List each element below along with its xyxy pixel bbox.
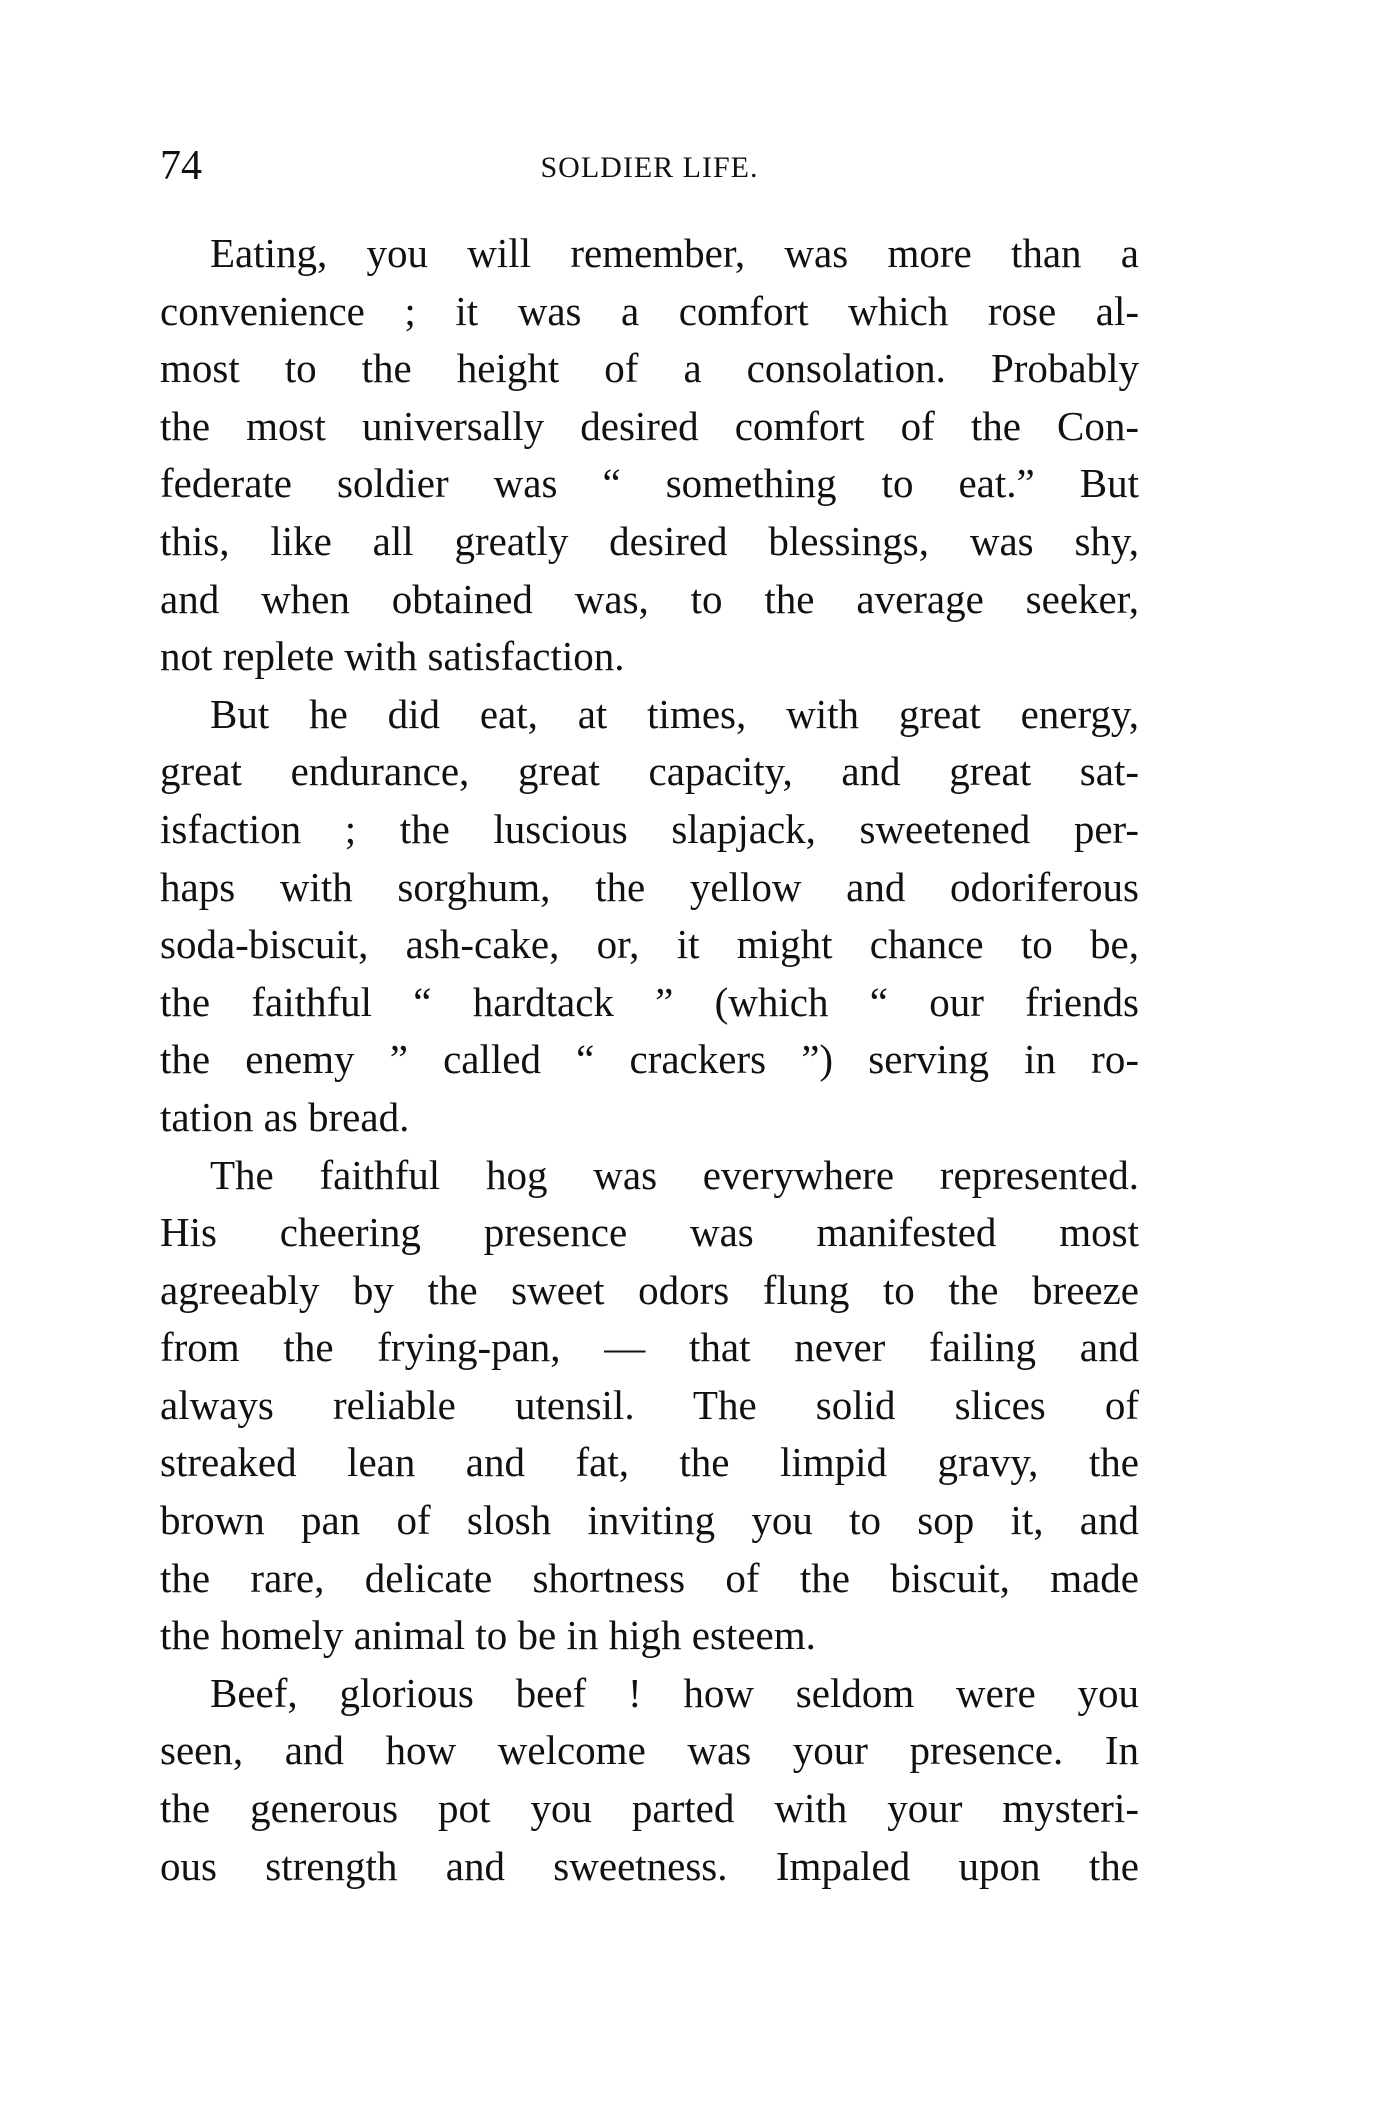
text-line: the enemy ” called “ crackers ”) serving in ro- [160, 1036, 1139, 1083]
text-line: not replete with satisfaction. [160, 633, 625, 680]
text-line: The faithful hog was everywhere represented. [210, 1151, 1139, 1198]
paragraph [160, 1147, 1139, 1665]
text-line: tation as bread. [160, 1093, 410, 1140]
text-line: this, like all greatly desired blessings, was shy, [160, 517, 1139, 564]
running-title: SOLDIER LIFE. [540, 151, 759, 184]
page-header [160, 138, 1139, 194]
text-line: agreeably by the sweet odors flung to the breeze [160, 1266, 1139, 1313]
text-line: always reliable utensil. The solid slices of [160, 1381, 1139, 1428]
text-line: Beef, glorious beef ! how seldom were you [210, 1669, 1139, 1716]
text-line: brown pan of slosh inviting you to sop it, and [160, 1497, 1139, 1544]
text-line: the homely animal to be in high esteem. [160, 1612, 816, 1659]
text-line: the most universally desired comfort of the Con- [160, 402, 1139, 449]
text-line: most to the height of a consolation. Probably [160, 345, 1139, 392]
text-line: federate soldier was “ something to eat.” But [160, 460, 1139, 507]
text-line: convenience ; it was a comfort which rose al- [160, 287, 1139, 334]
text-line: ous strength and sweetness. Impaled upon the [160, 1842, 1139, 1889]
text-line: the rare, delicate shortness of the biscuit, made [160, 1554, 1139, 1601]
page-body [160, 225, 1139, 1895]
text-line: the generous pot you parted with your mysteri- [160, 1785, 1139, 1832]
text-line: from the frying-pan, — that never failing and [160, 1324, 1139, 1371]
text-line: Eating, you will remember, was more than a [210, 230, 1139, 276]
text-line: the faithful “ hardtack ” (which “ our friends [160, 978, 1139, 1025]
page-number: 74 [160, 143, 202, 189]
text-line: His cheering presence was manifested most [160, 1209, 1139, 1256]
text-line: haps with sorghum, the yellow and odoriferous [160, 863, 1139, 910]
text-line: streaked lean and fat, the limpid gravy, the [160, 1439, 1139, 1486]
paragraph [160, 686, 1139, 1147]
text-line: seen, and how welcome was your presence. In [160, 1727, 1139, 1774]
text-line: great endurance, great capacity, and great sat- [160, 748, 1139, 795]
paragraph [160, 1665, 1139, 1895]
text-line: soda-biscuit, ash-cake, or, it might chance to be, [160, 921, 1139, 968]
text-line: isfaction ; the luscious slapjack, sweetened per- [160, 805, 1139, 852]
text-line: and when obtained was, to the average seeker, [160, 575, 1139, 622]
paragraph [160, 225, 1139, 686]
text-line: But he did eat, at times, with great energy, [210, 690, 1139, 737]
